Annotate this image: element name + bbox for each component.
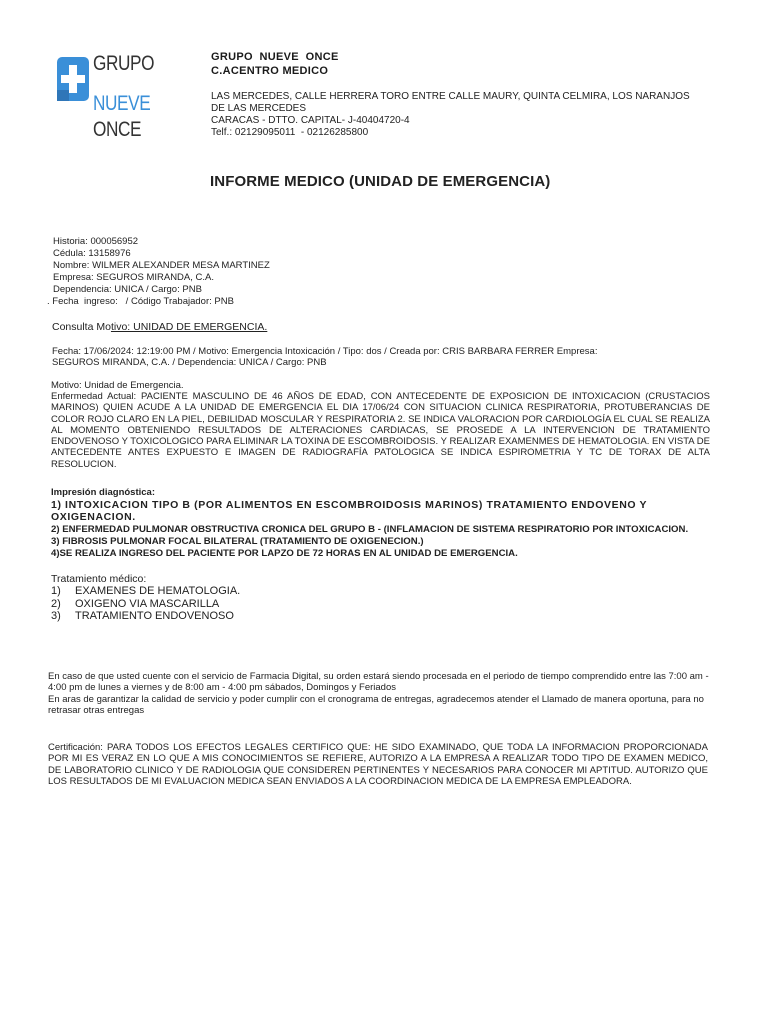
enfermedad-actual: Enfermedad Actual: PACIENTE MASCULINO DE 46 AÑOS DE EDAD, CON ANTECEDENTE DE EXPOSICION DE INTOXICACION (CRUSTACIOS MARINOS) QUIEN ACUDE A LA UNIDAD DE EMERGENCIA EL DIA 17/06/24 CON SITUACION CLINICA RESPIRATORIA, PROTUBERANCIAS DE COLOR ROJO CLARO EN LA PIEL, DEBILIDAD MOSCULAR Y RESPIRATORIA 2. SE INDICA VALORACION POR CARDIOLOGÍA EL CUAL SE REALIZA AL MOMENTO OBTENIENDO RESULTADOS DE ALTERACIONES CARDIACAS, SE PROSEDE A LA INTERVENCION DE TRATAMIENTO ENDOVENOSO Y TOXICOLOGICO PARA ELIMINAR LA TOXINA DE ESCOMBROIDOSIS. Y REALIZAR EXAMENMES DE HEMATOLOGIA. EN VISTA DE ANTECEDENTE ANTES EXPUESTO E IMAGEN DE RADIOGRAFÍA PATOLOGICA SE INDICA ESPIROMETRIA Y TC DE TORAX DE ALTA RESOLUCION. bbox=[51, 391, 710, 470]
fecha-ingreso-line: . Fecha ingreso: / Código Trabajador: PNB bbox=[47, 296, 234, 307]
phone-numbers: Telf.: 02129095011 - 02126285800 bbox=[211, 127, 369, 138]
consulta-prefix: Consulta Mo bbox=[52, 321, 111, 333]
list-item-number: 3) bbox=[51, 610, 61, 622]
address-line-2: DE LAS MERCEDES bbox=[211, 103, 307, 114]
list-item bbox=[51, 598, 240, 611]
list-item-text: EXAMENES DE HEMATOLOGIA. bbox=[75, 585, 241, 597]
farmacia-paragraph-2: En aras de garantizar la calidad de servicio y poder cumplir con el cronograma de entregas, agradecemos atender el Llamado de manera oportuna, para no retrasar otras entregas bbox=[48, 694, 704, 717]
list-item bbox=[51, 610, 240, 623]
medical-cross-logo-icon bbox=[56, 56, 90, 102]
diagnosis-item-4: 4)SE REALIZA INGRESO DEL PACIENTE POR LAPZO DE 72 HORAS EN AL UNIDAD DE EMERGENCIA. bbox=[51, 548, 518, 559]
tratamiento-list bbox=[51, 585, 240, 623]
nombre-line: Nombre: WILMER ALEXANDER MESA MARTINEZ bbox=[53, 260, 270, 271]
impresion-heading: Impresión diagnóstica: bbox=[51, 487, 155, 498]
certificacion-paragraph: Certificación: PARA TODOS LOS EFECTOS LEGALES CERTIFICO QUE: HE SIDO EXAMINADO, QUE TODA LA INFORMACION PROPORCIONADA POR MI ES VERAZ EN LO QUE A MIS CONOCIMIENTOS SE REFIERE, AUTORIZO A LA EMPRESA A REALIZAR TODO TIPO DE EXAMEN MEDICO, DE LABORATORIO CLINICO Y DE RADIOLOGIA QUE CONSIDEREN PERTINENTES Y NECESARIOS PARA CONOCER MI APTITUD. AUTORIZO QUE LOS RESULTADOS DE MI EVALUACION MEDICA SEAN ENVIADOS A LA COORDINACION MEDICA DE LA EMPRESA EMPLEADORA. bbox=[48, 742, 708, 787]
fecha-line-1: Fecha: 17/06/2024: 12:19:00 PM / Motivo: Emergencia Intoxicación / Tipo: dos / Creada por: CRIS BARBARA FERRER Empresa: bbox=[52, 346, 598, 357]
org-name: GRUPO NUEVE ONCE bbox=[211, 51, 339, 63]
center-name: C.ACENTRO MEDICO bbox=[211, 65, 329, 77]
historia-line: Historia: 000056952 bbox=[53, 236, 139, 247]
consulta-motivo-value: tivo: UNIDAD DE EMERGENCIA. bbox=[110, 321, 268, 333]
report-title: INFORME MEDICO (UNIDAD DE EMERGENCIA) bbox=[210, 173, 551, 190]
list-item-number: 1) bbox=[51, 585, 61, 597]
address-line-3: CARACAS - DTTO. CAPITAL- J-40404720-4 bbox=[211, 115, 410, 126]
tratamiento-heading: Tratamiento médico: bbox=[51, 573, 147, 585]
list-item-text: OXIGENO VIA MASCARILLA bbox=[75, 597, 220, 610]
list-item-text: TRATAMIENTO ENDOVENOSO bbox=[75, 610, 234, 622]
logo-word-nueve: NUEVE bbox=[93, 92, 151, 115]
logo-word-once: ONCE bbox=[93, 118, 142, 141]
address-line-1: LAS MERCEDES, CALLE HERRERA TORO ENTRE CALLE MAURY, QUINTA CELMIRA, LOS NARANJOS bbox=[211, 91, 690, 102]
diagnosis-item-1: 1) INTOXICACION TIPO B (POR ALIMENTOS EN ESCOMBROIDOSIS MARINOS) TRATAMIENTO ENDOVENO Y OXIGENACION. bbox=[51, 499, 647, 523]
cedula-line: Cédula: 13158976 bbox=[53, 248, 131, 259]
diagnosis-item-2: 2) ENFERMEDAD PULMONAR OBSTRUCTIVA CRONICA DEL GRUPO B - (INFLAMACION DE SISTEMA RESPIRATORIO POR INTOXICACION. bbox=[51, 524, 689, 535]
dependencia-line: Dependencia: UNICA / Cargo: PNB bbox=[53, 284, 202, 295]
list-item-number: 2) bbox=[51, 597, 61, 610]
farmacia-paragraph-1: En caso de que usted cuente con el servicio de Farmacia Digital, su orden estará siendo procesada en el periodo de tiempo comprendido entre las 7:00 am - 4:00 pm de lunes a viernes y de 8:00 am - 4:00 pm sábados, Domingos y Feriados bbox=[48, 671, 709, 694]
empresa-line: Empresa: SEGUROS MIRANDA, C.A. bbox=[53, 272, 215, 283]
diagnosis-item-3: 3) FIBROSIS PULMONAR FOCAL BILATERAL (TRATAMIENTO DE OXIGENECION.) bbox=[51, 536, 424, 547]
fecha-line-2: SEGUROS MIRANDA, C.A. / Dependencia: UNICA / Cargo: PNB bbox=[52, 357, 327, 368]
company-logo bbox=[56, 48, 166, 148]
motivo-line: Motivo: Unidad de Emergencia. bbox=[51, 380, 184, 391]
list-item bbox=[51, 585, 240, 598]
consulta-motivo bbox=[52, 321, 267, 333]
logo-word-grupo: GRUPO bbox=[93, 52, 155, 75]
